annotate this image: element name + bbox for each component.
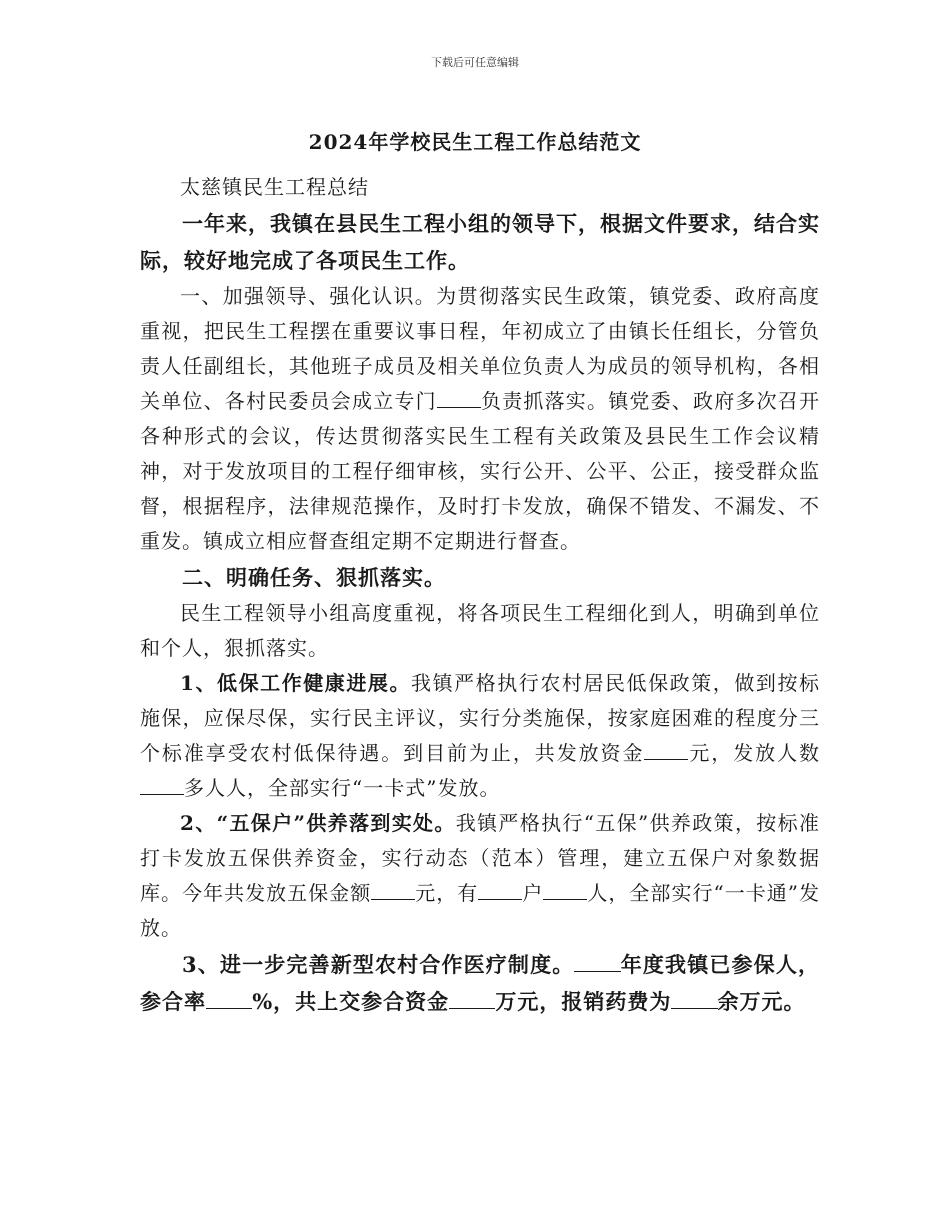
fill-in-blank (543, 879, 587, 900)
paragraph-lead: 1、低保工作健康进展。 (180, 671, 412, 695)
paragraph-lead: 2、“五保户”供养落到实处。 (180, 811, 456, 835)
fill-in-blank (671, 987, 717, 1009)
paragraph: 3、进一步完善新型农村合作医疗制度。 年度我镇已参保人，参合率 %，共上交参合资金 万元，报销药费为 余万元。 (140, 952, 820, 1014)
document-body (140, 170, 820, 1020)
fill-in-blank (206, 987, 252, 1009)
fill-in-blank (437, 387, 481, 408)
paragraph: 2、“五保户”供养落到实处。我镇严格执行“五保”供养政策，按标准打卡发放五保供养资金，实行动态（范本）管理，建立五保户对象数据库。今年共发放五保金额 元，有 户 人，全部实行“一卡通”发放。 (140, 811, 821, 940)
fill-in-blank (371, 879, 415, 900)
paragraph: 民生工程领导小组高度重视，将各项民生工程细化到人，明确到单位和个人，狠抓落实。 (140, 601, 820, 660)
paragraph: 二、明确任务、狠抓落实。 (182, 565, 446, 590)
paragraph: 一年来，我镇在县民生工程小组的领导下，根据文件要求，结合实际，较好地完成了各项民生工作。 (140, 211, 820, 273)
paragraph: 1、低保工作健康进展。我镇严格执行农村居民低保政策，做到按标施保，应保尽保，实行民主评议，实行分类施保，按家庭困难的程度分三个标准享受农村低保待遇。到目前为止，共发放资金 元，发放人数多人人，全部实行“一卡式”发放。 (140, 671, 821, 800)
document-title: 2024年学校民生工程工作总结范文 (308, 130, 642, 154)
fill-in-blank (140, 774, 184, 795)
fill-in-blank (478, 879, 522, 900)
fill-in-blank (574, 950, 620, 972)
paragraph: 一、加强领导、强化认识。为贯彻落实民生政策，镇党委、政府高度重视，把民生工程摆在重要议事日程，年初成立了由镇长任组长，分管负责人任副组长，其他班子成员及相关单位负责人为成员的领导机构，各相关单位、各村民委员会成立专门 负责抓落实。镇党委、政府多次召开各种形式的会议，传达贯彻落实民生工程有关政策及县民生工作会议精神，对于发放项目的工程仔细审核，实行公开、公平、公正，接受群众监督，根据程序，法律规范操作，及时打卡发放，确保不错发、不漏发、不重发。镇成立相应督查组定期不定期进行督查。 (140, 284, 821, 553)
fill-in-blank (449, 987, 495, 1009)
page-header-note: 下载后可任意编辑 (431, 56, 519, 69)
paragraph: 太慈镇民生工程总结 (180, 175, 369, 199)
fill-in-blank (644, 739, 688, 760)
